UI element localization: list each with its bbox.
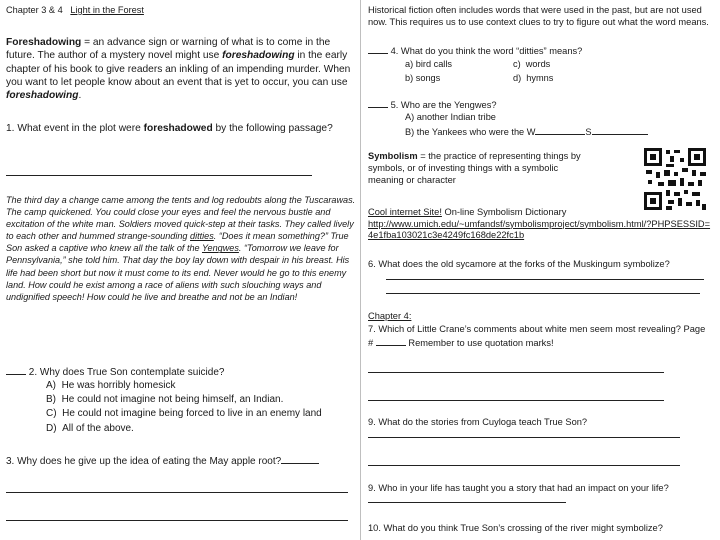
q2-option-c: C) He could not imagine being forced to live in an enemy land — [46, 408, 322, 419]
q2-answer-blank[interactable] — [6, 365, 26, 375]
q4-option-b: b) songs — [405, 73, 441, 83]
q4-option-a: a) bird calls — [405, 59, 452, 69]
q7-tail: Remember to use quotation marks! — [405, 337, 554, 348]
symbolism-definition — [368, 150, 588, 186]
chapter-4-heading: Chapter 4: — [368, 311, 412, 321]
column-divider — [360, 0, 361, 540]
symbolism-term: Symbolism — [368, 151, 418, 161]
question-6: 6. What does the old sycamore at the forks of the Muskingum symbolize? — [368, 259, 670, 269]
q5-w-blank[interactable] — [535, 125, 585, 135]
chapter-heading — [6, 4, 144, 16]
q7-answer-line-2[interactable] — [368, 400, 664, 401]
passage-word-yengwes: Yengwes — [201, 243, 239, 254]
q4-option-c: c) words — [513, 59, 551, 69]
question-10: 10. What do you think True Son’s crossing of the river might symbolize? — [368, 523, 663, 533]
q3-inline-blank[interactable] — [281, 454, 319, 464]
foreshadow-end: . — [78, 90, 82, 102]
foreshadow-term-em2: foreshadowing — [6, 90, 79, 102]
passage-word-ditties: ditties — [190, 231, 214, 242]
question-5 — [368, 98, 497, 111]
q7-answer-line-1[interactable] — [368, 372, 664, 373]
foreshadow-def-part1: = an advance sign or warning of what is to come in the future. The author of a mystery novel might use — [6, 37, 331, 62]
q5-s-blank[interactable] — [592, 125, 648, 135]
passage — [6, 194, 356, 303]
q6-answer-line-1[interactable] — [386, 279, 704, 280]
q9-answer-line-2[interactable] — [368, 465, 680, 466]
q2-option-a: A) He was horribly homesick — [46, 380, 176, 391]
q4-answer-blank[interactable] — [368, 44, 388, 54]
q3-answer-line-2[interactable] — [6, 520, 348, 521]
passage-part3: . “Tomorrow we leave for Pennsylvania,” she told him. That day the boy lay down with despair in his breast. His life had been short but now it must come to its end. Never would he go to this enemy land. How could he exist among a race of aliens with such slouching ways and undignified speech! How could he live and breathe and not be an Indian! — [6, 243, 350, 302]
question-1 — [6, 122, 336, 135]
q5-answer-blank[interactable] — [368, 98, 388, 108]
q3-label: 3. Why does he give up the idea of eating the May apple root? — [6, 456, 282, 467]
question-7 — [368, 323, 714, 349]
q5-option-b: B) the Yankees who were the W S — [405, 125, 648, 138]
question-2 — [6, 365, 224, 379]
symbolism-dictionary-link[interactable]: http://www.umich.edu/~umfandsf/symbolismproject/symbolism.html/?PHPSESSID=4e1fba103021c3e4249fc168de22fc1b — [368, 218, 711, 240]
q5-option-a: A) another Indian tribe — [405, 112, 496, 122]
q5-label: 5. Who are the Yengwes? — [390, 100, 497, 110]
question-4 — [368, 44, 582, 57]
q2-option-d: D) All of the above. — [46, 423, 134, 434]
passage-part1: The third day a change came among the tents and log redoubts along the Tuscarawas. The camp quickened. You could close your eyes and feel the nervous bustle and excitation of the white man. Soldiers moved quick-step at their tasks. They called lively to each other and hummed strange-sounding — [6, 195, 356, 242]
foreshadowing-definition — [6, 36, 356, 102]
q1-text-b: foreshadowed — [143, 123, 213, 134]
q3-answer-line-1[interactable] — [6, 492, 348, 493]
q4-option-d: d) hymns — [513, 73, 554, 83]
passage-part2: . “Does it mean something?” True Son asked a captive who knew all the talk of the — [6, 231, 349, 254]
q7-label: 7. Which of Little Crane’s comments about white men seem most revealing? Page # — [368, 324, 706, 348]
site-description: On-line Symbolism Dictionary — [441, 207, 567, 217]
foreshadow-def-part2: in the early chapter of his book to give readers an inkling of an impending murder. When you want to let people know about an event that is yet to occur, you can use — [6, 50, 351, 88]
q7-page-blank[interactable] — [376, 336, 406, 346]
qr-code-icon[interactable] — [644, 148, 706, 210]
q2-option-b: B) He could not imagine not being himself, an Indian. — [46, 394, 284, 405]
q2-label: 2. Why does True Son contemplate suicide? — [28, 367, 225, 378]
q1-answer-line[interactable] — [6, 175, 312, 176]
heading-prefix: Chapter 3 & 4 — [6, 5, 63, 15]
q9-answer-line-1[interactable] — [368, 437, 680, 438]
foreshadow-term: Foreshadowing — [6, 37, 82, 48]
internet-site-note — [368, 207, 713, 242]
q9b-answer-line[interactable] — [368, 502, 566, 503]
heading-title: Light in the Forest — [70, 5, 144, 15]
historical-fiction-note: Historical fiction often includes words that were used in the past, but are not used now. This requires us to use context clues to try to figure out what the word means. — [368, 5, 709, 27]
symbolism-def: = the practice of representing things by symbols, or of investing things with a symbolic meaning or character — [368, 151, 581, 185]
q1-text-c: by the following passage? — [212, 123, 333, 134]
question-9b: 9. Who in your life has taught you a story that had an impact on your life? — [368, 483, 669, 493]
question-3 — [6, 454, 319, 468]
foreshadow-term-em: foreshadowing — [222, 50, 295, 62]
q6-answer-line-2[interactable] — [386, 293, 700, 294]
q1-text-a: 1. What event in the plot were — [6, 123, 144, 134]
question-9: 9. What do the stories from Cuyloga teach True Son? — [368, 417, 588, 427]
site-label: Cool internet Site! — [368, 207, 442, 217]
q4-label: 4. What do you think the word “ditties” means? — [390, 46, 583, 56]
